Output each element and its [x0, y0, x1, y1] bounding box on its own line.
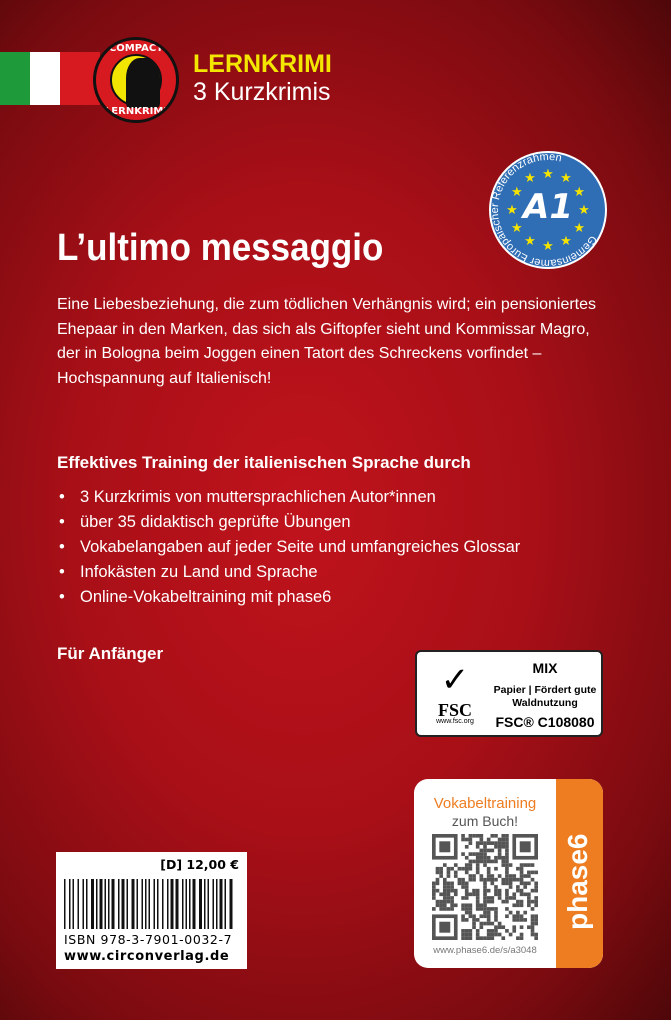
barcode-bar — [162, 879, 164, 929]
isbn: ISBN 978-3-7901-0032-7 — [64, 932, 233, 947]
eu-star-icon: ★ — [573, 184, 585, 200]
fsc-description: Papier | Fördert gute Waldnutzung — [493, 684, 597, 709]
logo-bottom-text: LERNKRIMI — [104, 106, 168, 117]
barcode-bar — [105, 879, 107, 929]
barcode-bar — [122, 879, 125, 929]
barcode-bar — [216, 879, 218, 929]
phase6-line1: Vokabeltraining — [433, 795, 537, 812]
barcode-bar — [69, 879, 71, 929]
fsc-mix: MIX — [532, 660, 558, 676]
barcode-bar — [154, 879, 156, 929]
feature-item: • 3 Kurzkrimis von muttersprachlichen Autor*innen — [57, 485, 520, 510]
barcode-bar — [171, 879, 174, 929]
feature-item: • Infokästen zu Land und Sprache — [57, 560, 520, 585]
barcode-bar — [64, 879, 66, 929]
cefr-level-badge — [489, 151, 607, 269]
eu-star-icon: ★ — [510, 184, 523, 200]
barcode-bar — [157, 879, 159, 929]
eu-star-icon: ★ — [578, 202, 590, 218]
barcode-bar — [230, 879, 233, 929]
eu-star-icon: ★ — [560, 233, 572, 249]
feature-item: • Vokabelangaben auf jeder Seite und umfangreiches Glossar — [57, 535, 520, 560]
barcode-bar — [108, 879, 110, 929]
barcode-bar — [182, 879, 184, 929]
price: [D] 12,00 € — [160, 857, 239, 872]
barcode-bar — [193, 879, 196, 929]
fsc-label — [415, 650, 603, 737]
eu-star-icon: ★ — [510, 220, 523, 236]
svg-text:Gemeinsamer Europäischer Refer: Gemeinsamer Europäischer Referenzrahmen — [489, 151, 599, 269]
series-name: LERNKRIMI — [193, 50, 332, 78]
barcode-bar — [127, 879, 129, 929]
eu-star-icon: ★ — [573, 220, 585, 236]
fsc-url: www.fsc.org — [436, 718, 474, 725]
qr-code[interactable] — [432, 834, 538, 940]
level-label: Für Anfänger — [57, 644, 164, 663]
barcode-bar — [186, 879, 188, 929]
eu-star-icon: ★ — [542, 238, 554, 254]
barcode-bar — [73, 879, 75, 929]
eu-star-icon: ★ — [560, 171, 572, 187]
barcode-bar — [225, 879, 227, 929]
barcode-bar — [220, 879, 223, 929]
barcode-bar — [112, 879, 115, 929]
phase6-logo: phase6 — [562, 833, 593, 930]
eu-star-icon: ★ — [524, 233, 536, 249]
barcode-bar — [199, 879, 202, 929]
fsc-logo-text: FSC — [437, 700, 472, 720]
barcode-bar — [189, 879, 191, 929]
italian-flag — [0, 52, 100, 105]
barcode-bar — [96, 879, 98, 929]
phase6-url: www.phase6.de/s/a3048 — [433, 945, 537, 956]
barcode-bar — [208, 879, 210, 929]
fsc-code: FSC® C108080 — [495, 714, 595, 730]
publisher-website: www.circonverlag.de — [64, 949, 230, 964]
barcode-bar — [78, 879, 80, 929]
barcode-bar — [204, 879, 206, 929]
barcode-bar — [118, 879, 120, 929]
barcode-bar — [213, 879, 215, 929]
barcode-bar — [83, 879, 85, 929]
cefr-level: A1 — [523, 187, 573, 227]
logo-top-text: COMPACT — [108, 43, 164, 54]
series-subtitle: 3 Kurzkrimis — [193, 78, 331, 106]
eu-star-icon: ★ — [524, 171, 536, 187]
barcode-bar — [149, 879, 151, 929]
barcode-bar — [167, 879, 169, 929]
barcode-bar — [91, 879, 94, 929]
barcode-label — [56, 852, 247, 969]
compact-lernkrimi-logo — [93, 37, 179, 123]
fsc-tree-icon: ✓ — [440, 661, 470, 699]
book-title: L’ultimo messaggio — [57, 227, 384, 269]
barcode-bar — [137, 879, 139, 929]
feature-item: • Online-Vokabeltraining mit phase6 — [57, 585, 520, 610]
barcode-bar — [145, 879, 147, 929]
eu-star-icon: ★ — [542, 166, 554, 182]
barcode-bar — [100, 879, 103, 929]
blurb: Eine Liebesbeziehung, die zum tödlichen Verhängnis wird; ein pensioniertes Ehepaar in den Marken, das sich als Giftopfer sieht und Kommissar Magro, der in Bologna beim Joggen einen Tatort des Schreckens vorfindet – Hochspannung auf Italienisch! — [57, 296, 597, 387]
barcode-bar — [86, 879, 88, 929]
features-heading: Effektives Training der italienischen Sprache durch — [57, 453, 471, 472]
phase6-qr-card — [414, 779, 603, 968]
eu-star-icon: ★ — [506, 202, 518, 218]
features-list — [57, 485, 520, 610]
feature-item: • über 35 didaktisch geprüfte Übungen — [57, 510, 520, 535]
barcode-bar — [142, 879, 144, 929]
barcode — [64, 879, 239, 929]
barcode-bar — [132, 879, 135, 929]
barcode-bar — [176, 879, 179, 929]
phase6-line2: zum Buch! — [451, 813, 519, 829]
